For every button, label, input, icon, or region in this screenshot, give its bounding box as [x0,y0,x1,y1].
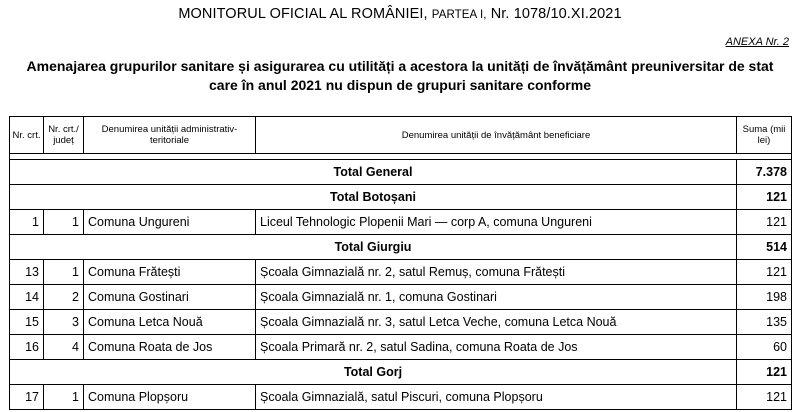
cell-nr-crt: 13 [10,260,44,285]
allocation-table [9,116,792,410]
cell-uat: Comuna Plopșoru [84,385,256,410]
cell-nr-crt-judet: 2 [44,285,84,310]
page-header [0,6,800,22]
table-row [10,385,792,410]
table-row [10,260,792,285]
cell-nr-crt-judet: 1 [44,210,84,235]
cell-suma: 198 [737,285,792,310]
cell-unitate: Școala Gimnazială nr. 3, satul Letca Veche, comuna Letca Nouă [256,310,737,335]
title-line-2: care în anul 2021 nu dispun de grupuri sanitare conforme [209,77,591,93]
publication-name: MONITORUL OFICIAL AL ROMÂNIEI, [178,6,428,22]
cell-nr-crt: 16 [10,335,44,360]
cell-uat: Comuna Roata de Jos [84,335,256,360]
header-uat: Denumirea unității administrativ-teritoriale [84,117,256,154]
county-total-sum: 514 [737,235,792,260]
county-total-sum: 121 [737,185,792,210]
annex-label: ANEXA Nr. 2 [725,36,789,48]
cell-unitate: Școala Primară nr. 2, satul Sadina, comuna Roata de Jos [256,335,737,360]
document-title [0,57,800,95]
cell-nr-crt: 15 [10,310,44,335]
county-total-row [10,235,792,260]
table-header-row [10,117,792,154]
publication-issue: Nr. 1078/10.XI.2021 [490,6,622,22]
cell-uat: Comuna Ungureni [84,210,256,235]
cell-nr-crt: 14 [10,285,44,310]
county-total-sum: 121 [737,360,792,385]
cell-suma: 60 [737,335,792,360]
cell-nr-crt-judet: 1 [44,260,84,285]
county-total-label: Total Botoșani [10,185,737,210]
county-total-label: Total Gorj [10,360,737,385]
cell-unitate: Școala Gimnazială nr. 2, satul Remuș, comuna Frătești [256,260,737,285]
total-general-row [10,160,792,185]
cell-unitate: Liceul Tehnologic Plopenii Mari — corp A, comuna Ungureni [256,210,737,235]
header-nr-crt-judet: Nr. crt./ județ [44,117,84,154]
header-nr-crt: Nr. crt. [10,117,44,154]
cell-nr-crt: 17 [10,385,44,410]
table-row [10,210,792,235]
table-body [10,154,792,410]
cell-uat: Comuna Letca Nouă [84,310,256,335]
publication-part: PARTEA I, [431,9,487,21]
cell-suma: 121 [737,210,792,235]
county-total-row [10,185,792,210]
header-unitate: Denumirea unității de învățământ beneficiare [256,117,737,154]
table-row [10,335,792,360]
total-general-label: Total General [10,160,737,185]
cell-suma: 121 [737,385,792,410]
title-line-1: Amenajarea grupurilor sanitare și asigurarea cu utilități a acestora la unități de învățământ preuniversitar de stat [26,58,774,74]
cell-nr-crt-judet: 3 [44,310,84,335]
cell-nr-crt: 1 [10,210,44,235]
total-general-sum: 7.378 [737,160,792,185]
table-row [10,310,792,335]
cell-nr-crt-judet: 1 [44,385,84,410]
cell-suma: 135 [737,310,792,335]
cell-uat: Comuna Frătești [84,260,256,285]
county-total-label: Total Giurgiu [10,235,737,260]
cell-suma: 121 [737,260,792,285]
cell-uat: Comuna Gostinari [84,285,256,310]
table-row [10,285,792,310]
header-suma: Suma (mii lei) [737,117,792,154]
county-total-row [10,360,792,385]
cell-unitate: Școala Gimnazială nr. 1, comuna Gostinari [256,285,737,310]
cell-unitate: Școala Gimnazială, satul Piscuri, comuna Plopșoru [256,385,737,410]
cell-nr-crt-judet: 4 [44,335,84,360]
